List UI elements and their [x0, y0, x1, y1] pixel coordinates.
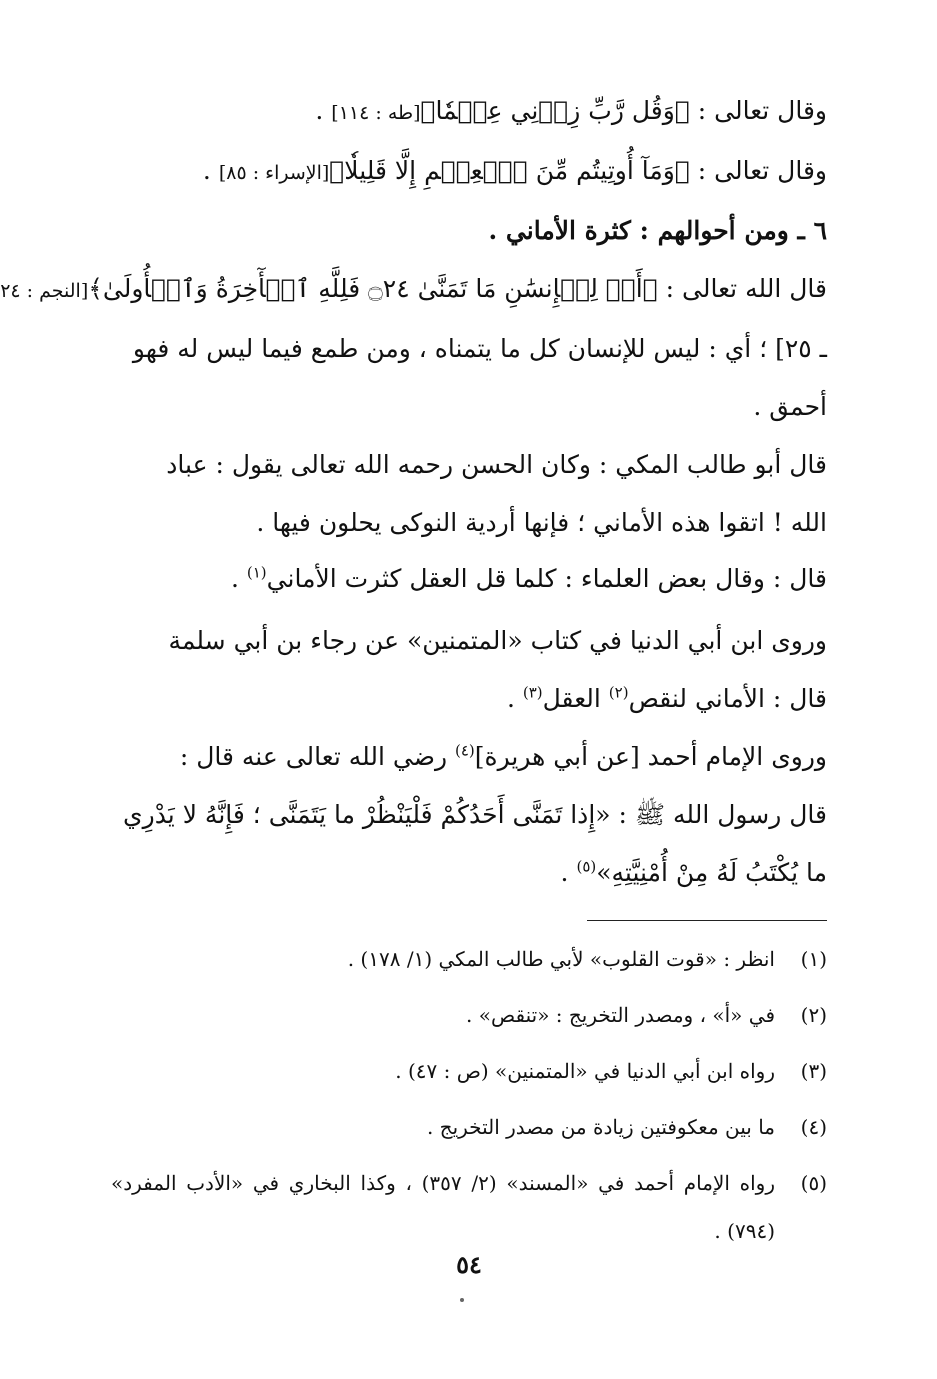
main-text-4 — [111, 612, 827, 728]
page-number: ٥٤ — [456, 1250, 482, 1279]
line-text: ما يُكْتَبُ لَهُ مِنْ أُمْنِيَّتِهِ» — [596, 858, 827, 887]
verse-line-1 — [111, 82, 827, 142]
text-line-7: الله ! اتقوا هذه الأماني ؛ فإنها أردية النوكى يحلون فيها . — [256, 508, 827, 537]
quran-verse: ﴿وَقُل رَّبِّ زِدۡنِي عِلۡمٗا﴾ — [420, 96, 690, 125]
footnote-marker[interactable]: (٣) — [522, 683, 543, 702]
footnote-number: (٤) — [800, 1115, 827, 1139]
footnote-text: انظر : «قوت القلوب» لأبي طالب المكي (١/ ١٧٨) . — [347, 947, 775, 971]
text-line-11 — [111, 728, 827, 786]
text-line-13 — [111, 844, 827, 902]
quran-verse: ﴿أَمۡ لِلۡإِنسَٰنِ مَا تَمَنَّىٰ ۝٢٤ فَلِلَّهِ ٱلۡأٓخِرَةُ وَٱلۡأُولَىٰ﴾ — [88, 274, 658, 303]
footnote-text: رواه الإمام أحمد في «المسند» (٢/ ٣٥٧) ، وكذا البخاري في «الأدب المفرد» (٧٩٤) . — [111, 1171, 775, 1243]
footnote-item — [111, 1047, 827, 1095]
book-page — [1, 0, 937, 1379]
footnote-text: رواه ابن أبي الدنيا في «المتمنين» (ص : ٤٧) . — [395, 1059, 775, 1083]
text-line-9: وروى ابن أبي الدنيا في كتاب «المتمنين» عن رجاء بن أبي سلمة — [168, 626, 827, 655]
footnote-marker[interactable]: (١) — [246, 563, 267, 582]
line-suffix: . — [202, 156, 219, 185]
verse-line-3 — [0, 260, 827, 320]
text-line-5: أحمق . — [753, 392, 827, 421]
footnote-number: (١) — [800, 947, 827, 971]
footnote-text: ما بين معكوفتين زيادة من مصدر التخريج . — [426, 1115, 775, 1139]
line-prefix: وقال تعالى : — [689, 96, 827, 125]
line-text: قال : الأماني لنقص — [628, 684, 827, 713]
scan-dot — [460, 1298, 464, 1302]
main-text-2 — [111, 436, 827, 552]
line-suffix: . — [315, 96, 332, 125]
text-line-8 — [111, 550, 827, 608]
verse-reference: [الإسراء : ٨٥] — [218, 162, 330, 184]
text-line-6: قال أبو طالب المكي : وكان الحسن رحمه الله تعالى يقول : عباد — [166, 450, 827, 479]
footnote-item — [111, 1103, 827, 1151]
section-heading: ٦ ـ ومن أحوالهم : كثرة الأماني . — [488, 216, 827, 245]
quran-verse: ﴿وَمَآ أُوتِيتُم مِّنَ ٱلۡعِلۡمِ إِلَّا قَلِيلٗا﴾ — [329, 156, 690, 185]
footnote-number: (٣) — [800, 1059, 827, 1083]
main-text-3 — [111, 550, 827, 608]
main-text-5 — [111, 728, 827, 902]
verse-reference: [طه : ١١٤] — [331, 102, 421, 124]
line-suffix: . — [230, 564, 247, 593]
line-text: العقل — [542, 684, 609, 713]
line-suffix: رضي الله تعالى عنه قال : — [179, 742, 455, 771]
text-line-12: قال رسول الله ﷺ : «إِذا تَمَنَّى أَحَدُكُمْ فَلْيَنْظُرْ ما يَتَمَنَّى ؛ فَإِنَّهُ لا يَدْرِي — [123, 800, 827, 829]
verse-line-2 — [111, 142, 827, 202]
text-line-4: ـ ٢٥] ؛ أي : ليس للإنسان كل ما يتمناه ، ومن طمع فيما ليس له فهو — [132, 334, 827, 363]
line-suffix: . — [560, 858, 577, 887]
line-text: وروى الإمام أحمد [عن أبي هريرة] — [474, 742, 827, 771]
footnote-marker[interactable]: (٤) — [455, 741, 475, 760]
line-text: قال : وقال بعض العلماء : كلما قل العقل كثرت الأماني — [266, 564, 827, 593]
footnote-item — [111, 991, 827, 1039]
line-prefix: قال الله تعالى : — [657, 274, 827, 303]
line-prefix: وقال تعالى : — [689, 156, 827, 185]
footnotes — [111, 935, 827, 1263]
footnote-marker[interactable]: (٥) — [576, 857, 597, 876]
footnote-item — [111, 935, 827, 983]
main-text — [0, 82, 827, 436]
footnote-divider — [587, 920, 827, 921]
footnote-text: في «أ» ، ومصدر التخريج : «تنقص» . — [466, 1003, 775, 1027]
footnote-number: (٢) — [800, 1003, 827, 1027]
text-line-10 — [111, 670, 827, 728]
verse-reference: [النجم : ٢٤ — [0, 280, 89, 302]
footnote-item — [111, 1159, 827, 1255]
line-suffix: . — [506, 684, 523, 713]
footnote-number: (٥) — [800, 1171, 827, 1195]
footnote-marker[interactable]: (٢) — [608, 683, 629, 702]
